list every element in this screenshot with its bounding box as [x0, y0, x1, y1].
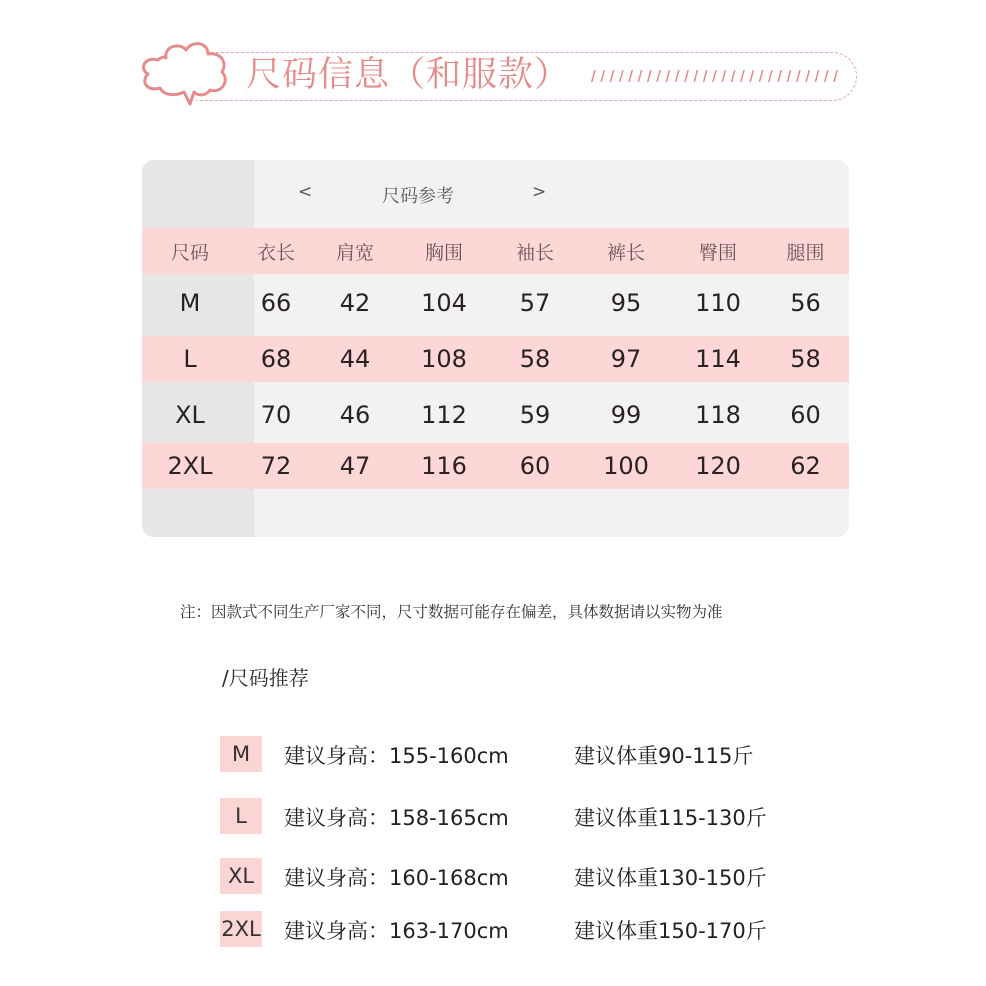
value-cell: 46	[339, 401, 371, 429]
suggested-height: 建议身高：158-165cm	[284, 806, 509, 830]
recommendation-title: /尺码推荐	[222, 666, 309, 690]
value-cell: 42	[339, 289, 371, 317]
next-arrow-button[interactable]: >	[532, 182, 547, 202]
size-cell: M	[179, 289, 201, 317]
column-header: 袖长	[515, 241, 554, 264]
value-cell: 57	[519, 289, 551, 317]
suggested-height: 建议身高：160-168cm	[284, 866, 509, 890]
suggested-height: 建议身高：155-160cm	[284, 744, 509, 768]
suggested-weight: 建议体重150-170斤	[574, 919, 767, 943]
suggested-weight: 建议体重130-150斤	[574, 866, 767, 890]
value-cell: 66	[260, 289, 292, 317]
table-nav	[254, 160, 849, 228]
table-header-row	[142, 228, 849, 274]
value-cell: 58	[790, 345, 821, 373]
column-header: 腿围	[786, 241, 825, 264]
value-cell: 116	[421, 452, 467, 480]
recommendation-item	[220, 798, 820, 838]
value-cell: 60	[519, 452, 551, 480]
value-cell: 58	[519, 345, 551, 373]
recommendation-item	[220, 858, 820, 898]
recommendation-item	[220, 911, 820, 951]
suggested-weight: 建议体重90-115斤	[574, 744, 754, 768]
size-badge: XL	[220, 858, 262, 894]
page-title: 尺码信息（和服款）	[246, 55, 571, 95]
table-row	[142, 443, 849, 489]
column-header: 衣长	[256, 241, 295, 264]
value-cell: 62	[790, 452, 821, 480]
value-cell: 110	[695, 289, 741, 317]
prev-arrow-button[interactable]: <	[298, 182, 313, 202]
value-cell: 112	[421, 401, 467, 429]
column-header: 胸围	[424, 241, 463, 264]
table-title: 尺码参考	[382, 186, 454, 207]
value-cell: 47	[339, 452, 371, 480]
column-header: 尺码	[170, 241, 209, 264]
value-cell: 114	[695, 345, 741, 373]
value-cell: 97	[610, 345, 642, 373]
value-cell: 118	[695, 401, 741, 429]
table-row	[142, 390, 849, 440]
value-cell: 108	[421, 345, 467, 373]
size-cell: XL	[175, 401, 205, 429]
value-cell: 59	[519, 401, 551, 429]
size-table-card	[142, 160, 849, 537]
column-header: 裤长	[606, 241, 645, 264]
value-cell: 120	[695, 452, 741, 480]
size-badge: L	[220, 798, 262, 834]
cloud-speech-bubble-icon	[136, 38, 236, 110]
value-cell: 99	[610, 401, 642, 429]
value-cell: 56	[790, 289, 821, 317]
section-banner	[136, 38, 860, 110]
value-cell: 68	[260, 345, 292, 373]
column-header: 臀围	[698, 241, 737, 264]
decorative-hatch	[588, 70, 840, 82]
value-cell: 60	[790, 401, 821, 429]
value-cell: 44	[339, 345, 371, 373]
value-cell: 100	[603, 452, 649, 480]
size-cell: L	[183, 345, 197, 373]
value-cell: 70	[260, 401, 292, 429]
suggested-height: 建议身高：163-170cm	[284, 919, 509, 943]
value-cell: 104	[421, 289, 467, 317]
table-row	[142, 336, 849, 382]
recommendation-item	[220, 736, 820, 776]
size-badge: M	[220, 736, 262, 772]
disclaimer-note: 注：因款式不同生产厂家不同，尺寸数据可能存在偏差，具体数据请以实物为准	[180, 603, 723, 621]
value-cell: 72	[260, 452, 292, 480]
suggested-weight: 建议体重115-130斤	[574, 806, 767, 830]
table-row	[142, 278, 849, 328]
value-cell: 95	[610, 289, 642, 317]
size-badge: 2XL	[220, 911, 262, 947]
size-cell: 2XL	[167, 452, 213, 480]
column-header: 肩宽	[335, 241, 374, 264]
